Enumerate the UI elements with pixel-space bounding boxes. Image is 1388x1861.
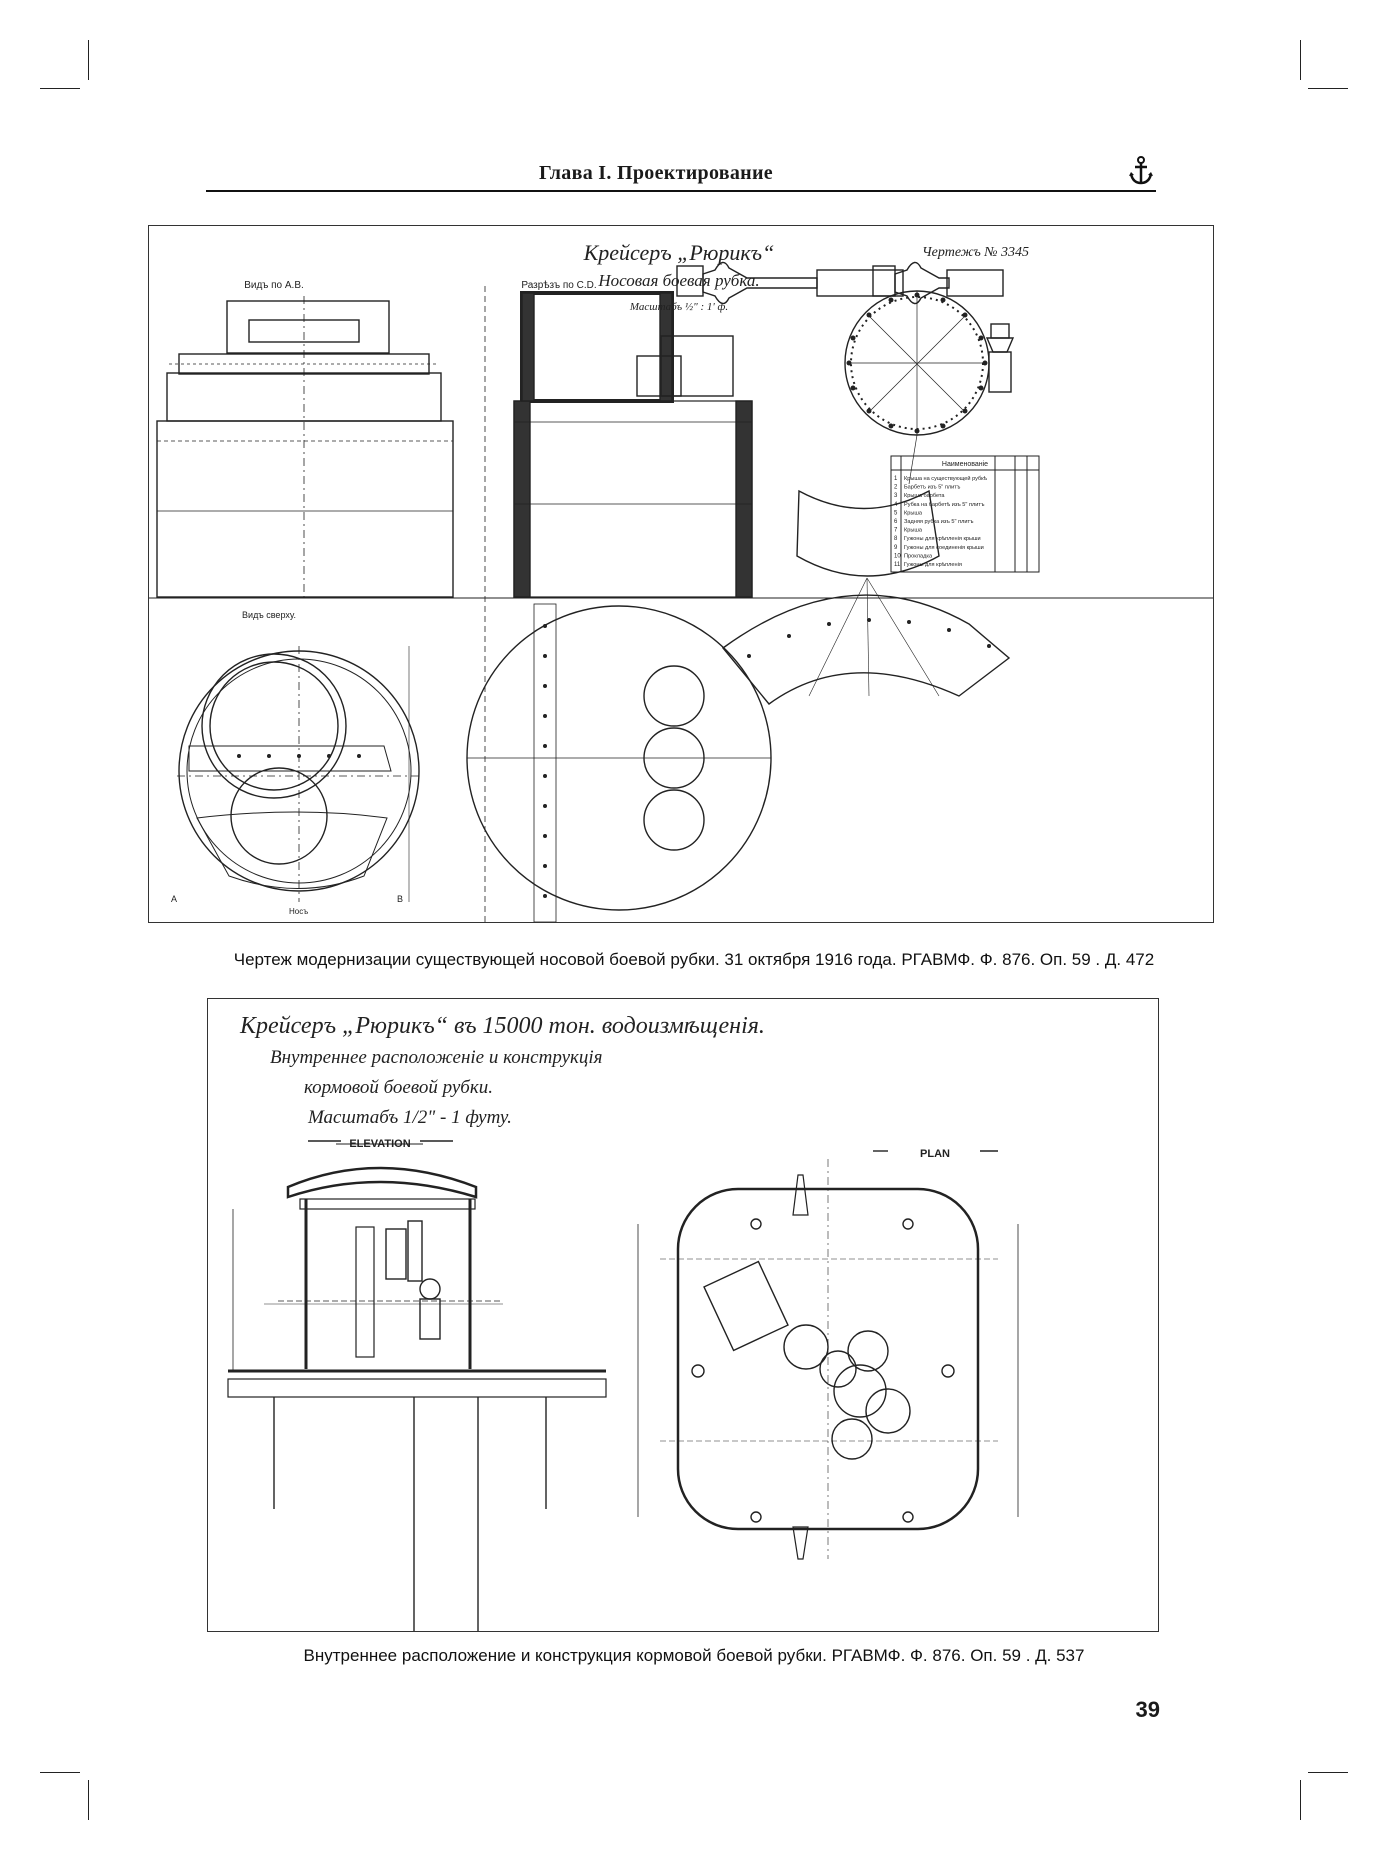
parts-table-row-number: 8 bbox=[894, 536, 898, 543]
parts-table-row-name: Задняя рубка изъ 5" плитъ bbox=[904, 519, 974, 525]
parts-table-row-number: 7 bbox=[894, 527, 898, 534]
parts-table-row-name: Прокладка bbox=[904, 553, 933, 560]
drawing-2-title-line2: Внутреннее расположеніе и конструкція bbox=[270, 1047, 603, 1068]
crop-mark bbox=[1308, 88, 1348, 89]
section-marker-b: В bbox=[397, 894, 404, 904]
parts-table-row-name: Гужоны для крѣпленія bbox=[904, 562, 962, 568]
header-rule bbox=[206, 190, 1156, 192]
parts-table-row-name: Крыша барбета bbox=[904, 493, 945, 500]
parts-table-header: Наименованіе bbox=[941, 461, 989, 468]
crop-mark bbox=[40, 1772, 80, 1773]
crop-mark bbox=[88, 40, 89, 80]
parts-table-row-number: 6 bbox=[894, 519, 898, 525]
parts-table-row-name: Гужоны для соединенія крыши bbox=[904, 544, 984, 551]
crop-mark bbox=[1308, 1772, 1348, 1773]
page-number: 39 bbox=[1135, 1697, 1160, 1722]
view-top-label: Видъ сверху. bbox=[242, 610, 296, 620]
crop-mark bbox=[1300, 1780, 1301, 1820]
drawing-1-title: Крейсеръ „Рюрикъ“ bbox=[583, 240, 775, 265]
running-head bbox=[206, 160, 1156, 192]
drawing-2-title-line3: кормовой боевой рубки. bbox=[304, 1077, 493, 1098]
drawing-1-number: Чертежъ № 3345 bbox=[922, 245, 1029, 260]
figure-1-caption: Чертеж модернизации существующей носовой боевой рубки. 31 октября 1916 года. РГАВМФ. Ф. 876. Оп. 59 . Д. 472 bbox=[233, 950, 1155, 969]
drawing-1-scale: Масштабъ ½" : 1' ф. bbox=[629, 301, 729, 313]
parts-table-row-number: 4 bbox=[894, 501, 898, 508]
anchor-icon bbox=[1128, 156, 1154, 191]
elevation-label: ELEVATION bbox=[349, 1138, 411, 1150]
parts-table-rows bbox=[894, 475, 988, 568]
bow-conning-tower-drawing bbox=[148, 225, 1214, 923]
crop-mark bbox=[88, 1780, 89, 1820]
parts-table-row-name: Барбетъ изъ 5" плитъ bbox=[904, 484, 961, 491]
drawing-2-title-line4: Масштабъ 1/2" - 1 футу. bbox=[308, 1107, 512, 1128]
view-ab-label: Видъ по А.В. bbox=[244, 280, 304, 291]
parts-table-row-number: 5 bbox=[894, 510, 898, 517]
parts-table-row-number: 11 bbox=[894, 562, 901, 568]
figure-2-caption: Внутреннее расположение и конструкция кормовой боевой рубки. РГАВМФ. Ф. 876. Оп. 59 . Д. 537 bbox=[303, 1646, 1085, 1665]
parts-table-row-number: 9 bbox=[894, 544, 898, 551]
drawing-2-title-line1: Крейсеръ „Рюрикъ“ въ 15000 тон. водоизмѣщенія. bbox=[240, 1013, 765, 1039]
drawing-1-svg bbox=[149, 226, 1213, 922]
parts-table-row-number: 10 bbox=[894, 553, 901, 560]
parts-table-row-name: Рубка на барбетѣ изъ 5" плитъ bbox=[904, 501, 985, 508]
crop-mark bbox=[1300, 40, 1301, 80]
parts-table-row-number: 1 bbox=[894, 476, 898, 482]
crop-mark bbox=[40, 88, 80, 89]
drawing-1-subtitle: Носовая боевая рубка. bbox=[598, 271, 760, 290]
parts-table-row-name: Крыша bbox=[904, 527, 922, 534]
aft-conning-tower-drawing bbox=[207, 998, 1159, 1632]
parts-table-row-name: Крыша на существующей рубкѣ bbox=[904, 476, 988, 482]
parts-table-row-name: Гужоны для крѣпленія крыши bbox=[904, 536, 981, 543]
parts-table-row-number: 2 bbox=[894, 484, 898, 491]
plan-label: PLAN bbox=[920, 1148, 950, 1160]
view-cd-label: Разрѣзъ по С.D. bbox=[521, 280, 597, 291]
drawing-2-svg bbox=[208, 999, 1158, 1631]
section-marker-a: А bbox=[171, 894, 178, 904]
parts-table-row-number: 3 bbox=[894, 493, 898, 500]
bow-label: Носъ bbox=[289, 907, 309, 916]
parts-table-row-name: Крыша bbox=[904, 510, 922, 517]
chapter-title: Глава I. Проектирование bbox=[539, 162, 773, 184]
